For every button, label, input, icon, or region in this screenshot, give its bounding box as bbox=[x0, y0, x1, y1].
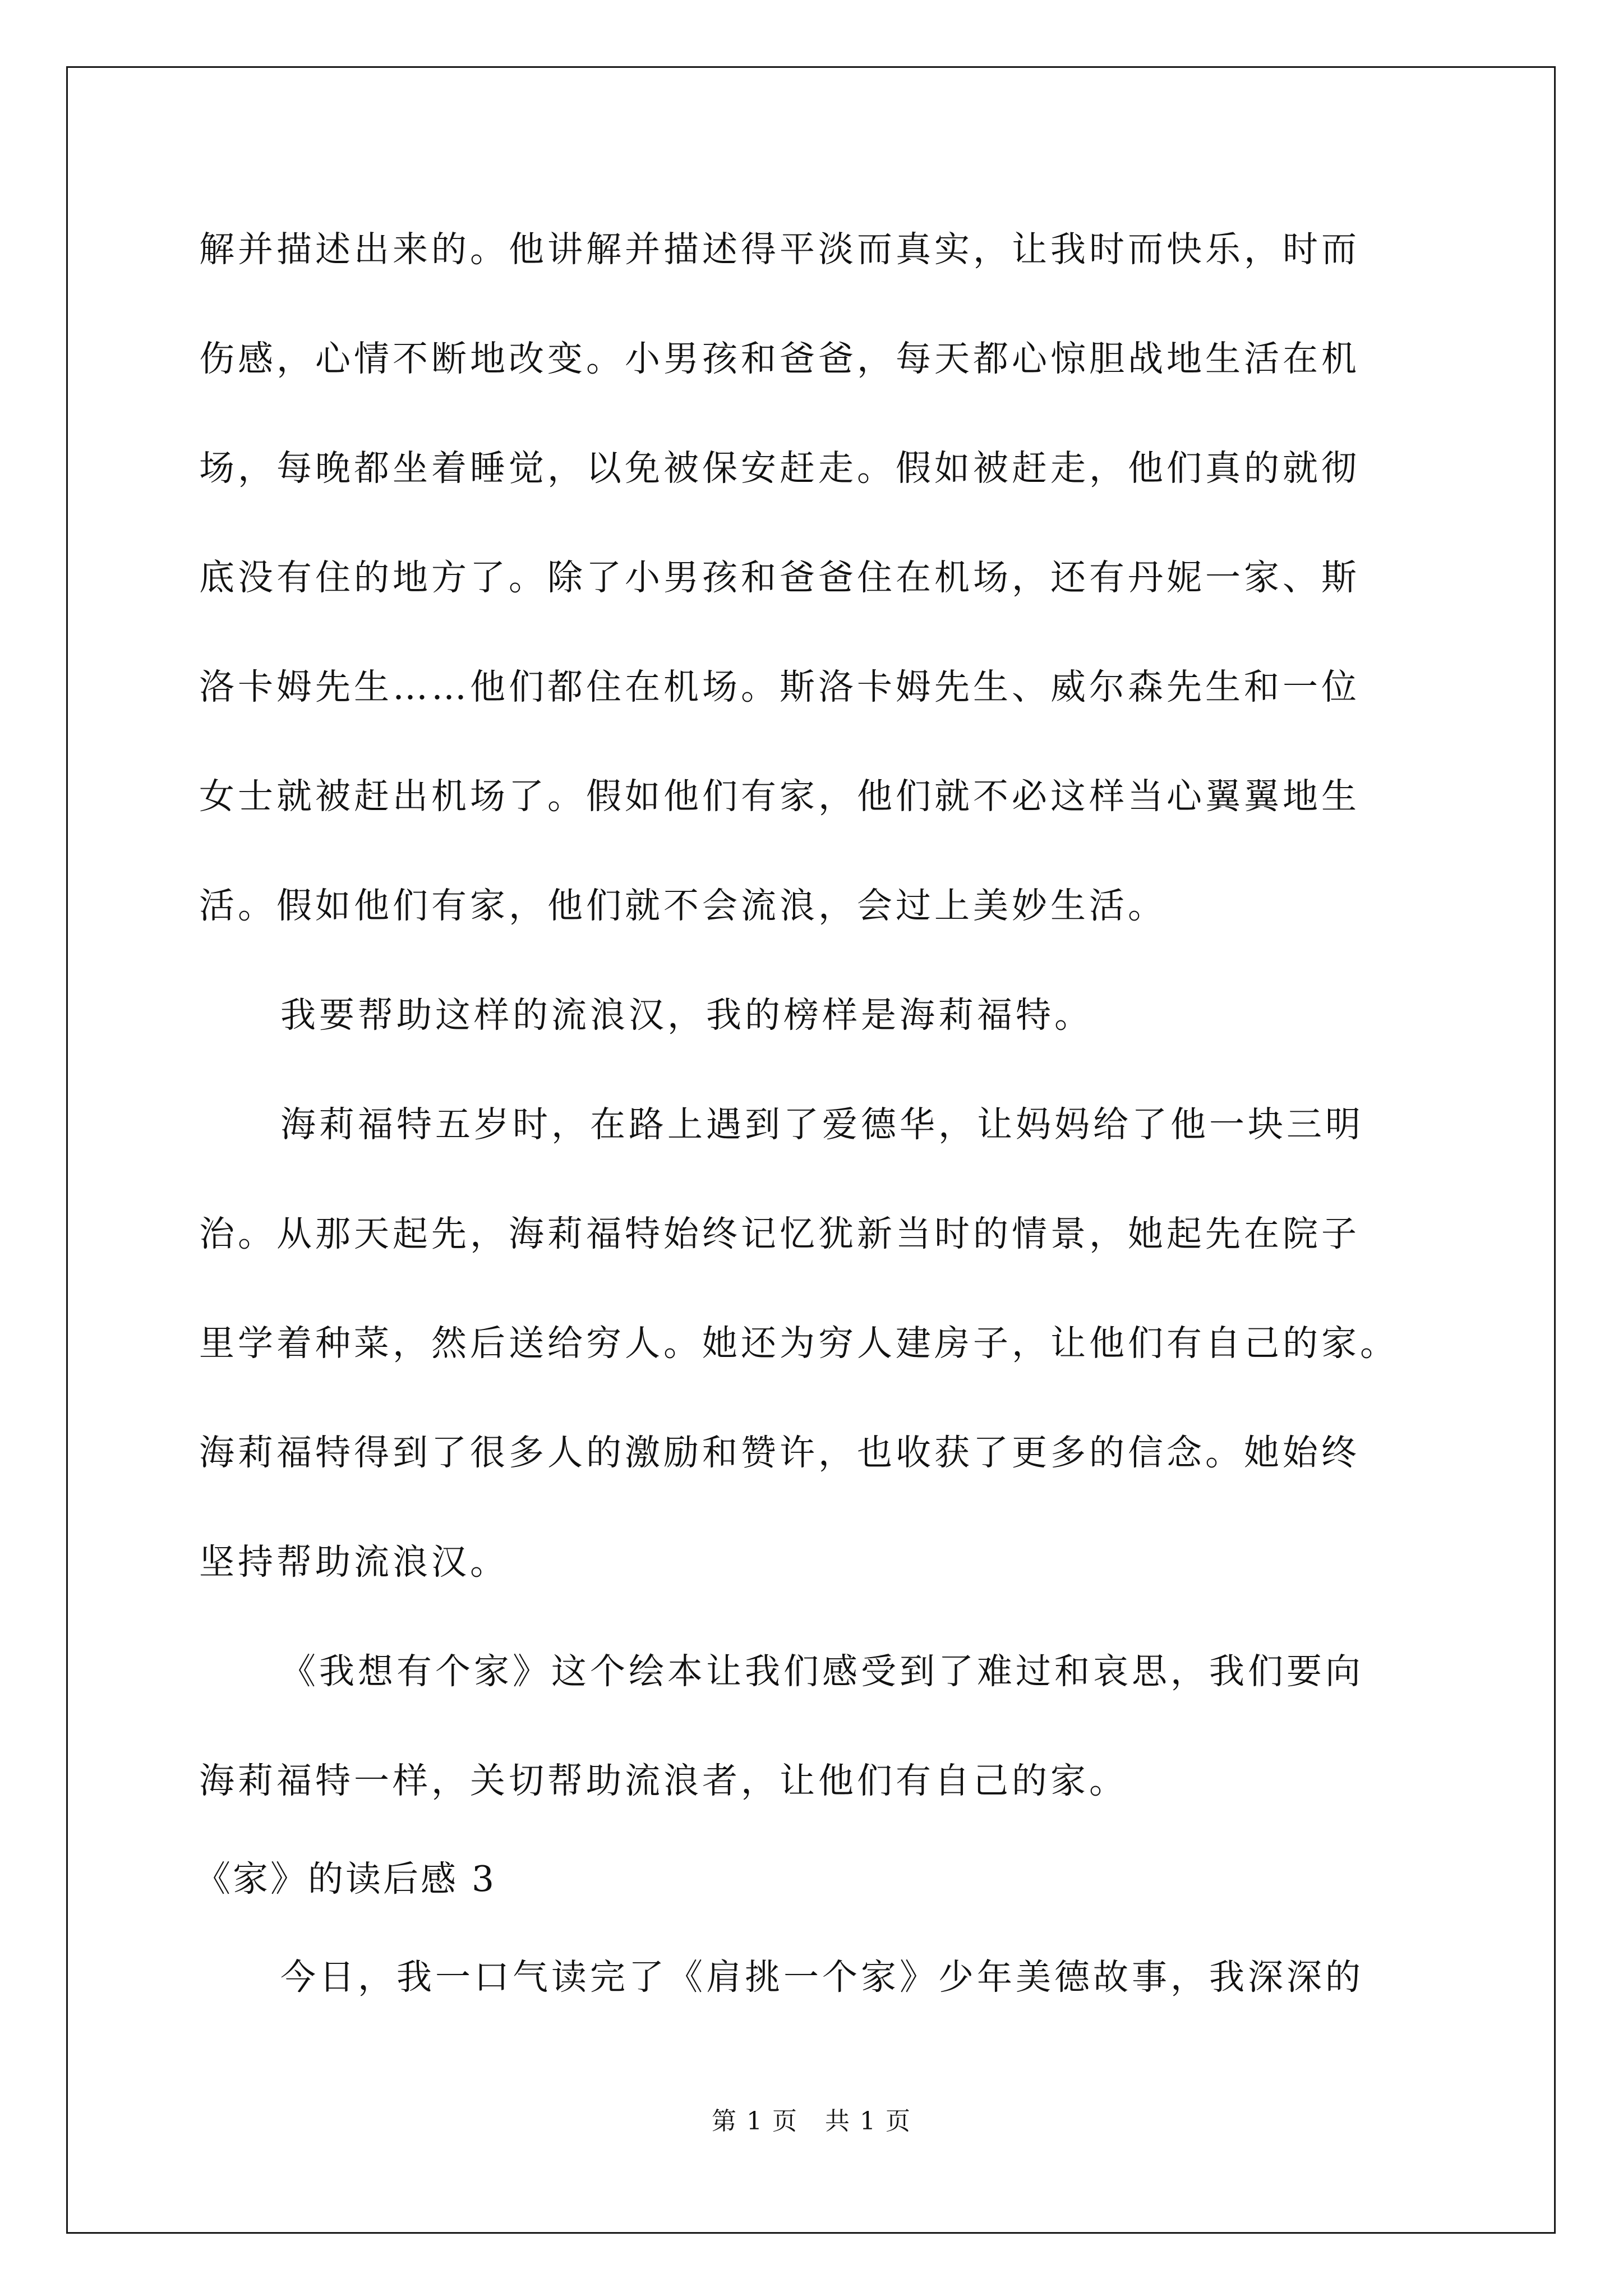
section-heading: 《家》的读后感 3 bbox=[195, 1858, 497, 1899]
paragraph-first-line: 海莉福特五岁时，在路上遇到了爱德华，让妈妈给了他一块三明 bbox=[280, 1104, 1364, 1145]
page-total: 共 1 页 bbox=[825, 2107, 911, 2136]
paragraph-first-line: 我要帮助这样的流浪汉，我的榜样是海莉福特。 bbox=[280, 995, 1093, 1036]
text-line: 里学着种菜，然后送给穷人。她还为穷人建房子，让他们有自己的家。 bbox=[199, 1323, 1399, 1364]
paragraph-first-line: 《我想有个家》这个绘本让我们感受到了难过和哀思，我们要向 bbox=[280, 1651, 1364, 1692]
text-line: 伤感，心情不断地改变。小男孩和爸爸，每天都心惊胆战地生活在机 bbox=[199, 338, 1360, 379]
text-line: 底没有住的地方了。除了小男孩和爸爸住在机场，还有丹妮一家、斯 bbox=[199, 557, 1360, 598]
page-number: 第 1 页 bbox=[712, 2107, 798, 2136]
text-line: 女士就被赶出机场了。假如他们有家，他们就不必这样当心翼翼地生 bbox=[199, 776, 1360, 817]
page-border bbox=[66, 66, 1556, 2234]
text-line: 海莉福特得到了很多人的激励和赞许，也收获了更多的信念。她始终 bbox=[199, 1432, 1360, 1473]
text-line: 治。从那天起先，海莉福特始终记忆犹新当时的情景，她起先在院子 bbox=[199, 1213, 1360, 1254]
text-line: 洛卡姆先生……他们都住在机场。斯洛卡姆先生、威尔森先生和一位 bbox=[199, 666, 1360, 707]
text-line: 坚持帮助流浪汉。 bbox=[199, 1542, 509, 1582]
text-line: 活。假如他们有家，他们就不会流浪，会过上美妙生活。 bbox=[199, 885, 1166, 926]
text-line: 场，每晚都坐着睡觉，以免被保安赶走。假如被赶走，他们真的就彻 bbox=[199, 448, 1360, 489]
text-line: 解并描述出来的。他讲解并描述得平淡而真实，让我时而快乐，时而 bbox=[199, 229, 1360, 270]
page-footer bbox=[0, 2105, 1623, 2138]
paragraph-first-line: 今日，我一口气读完了《肩挑一个家》少年美德故事，我深深的 bbox=[280, 1957, 1364, 1998]
text-line: 海莉福特一样，关切帮助流浪者，让他们有自己的家。 bbox=[199, 1760, 1128, 1801]
